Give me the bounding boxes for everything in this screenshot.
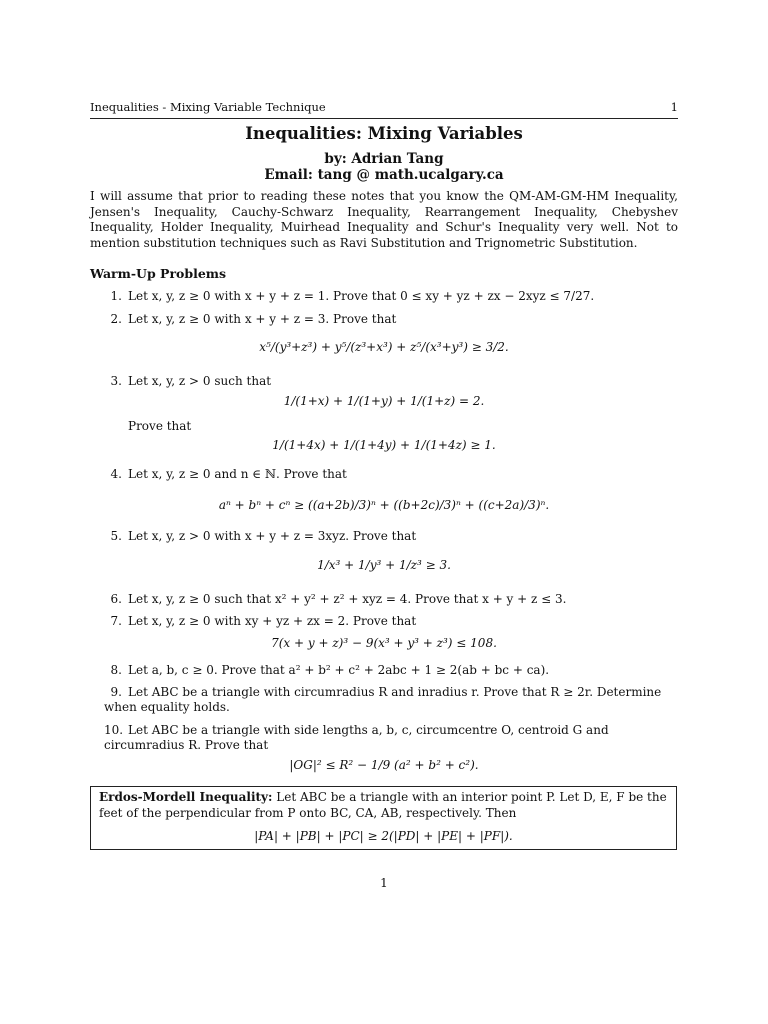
running-header bbox=[90, 100, 678, 114]
problem-2-text: Let x, y, z ≥ 0 with x + y + z = 3. Prove that bbox=[128, 312, 397, 326]
problem-2-display: x⁵/(y³+z³) + y⁵/(z³+x³) + z⁵/(x³+y³) ≥ 3/2. bbox=[259, 340, 509, 354]
theorem-heading: Erdos-Mordell Inequality: bbox=[99, 790, 273, 804]
problem-10-text: Let ABC be a triangle with side lengths a, b, c, circumcentre O, centroid G and circumradius R. Prove that bbox=[104, 723, 609, 752]
problem-5-text: Let x, y, z > 0 with x + y + z = 3xyz. Prove that bbox=[128, 529, 417, 543]
problem-3-text: Let x, y, z > 0 such that bbox=[128, 374, 272, 388]
problem-8-text: Let a, b, c ≥ 0. Prove that a² + b² + c² + 2abc + 1 ≥ 2(ab + bc + ca). bbox=[128, 663, 550, 677]
theorem-box bbox=[90, 786, 677, 850]
problem-3: 3. Let x, y, z > 0 such that bbox=[110, 374, 272, 388]
theorem-display: |PA| + |PB| + |PC| ≥ 2(|PD| + |PE| + |PF|). bbox=[254, 829, 513, 843]
problem-7: 7. Let x, y, z ≥ 0 with xy + yz + zx = 2. Prove that bbox=[110, 614, 417, 628]
problem-3-display: 1/(1+x) + 1/(1+y) + 1/(1+z) = 2. bbox=[283, 394, 485, 408]
problem-8: 8. Let a, b, c ≥ 0. Prove that a² + b² + c² + 2abc + 1 ≥ 2(ab + bc + ca). bbox=[110, 663, 550, 677]
problem-4: 4. Let x, y, z ≥ 0 and n ∈ ℕ. Prove that bbox=[110, 467, 347, 481]
problem-10: 10. Let ABC be a triangle with side lengths a, b, c, circumcentre O, centroid G and circumradius R. Prove that bbox=[104, 723, 609, 752]
problem-6-text: Let x, y, z ≥ 0 such that x² + y² + z² + xyz = 4. Prove that x + y + z ≤ 3. bbox=[128, 592, 567, 606]
problem-2: 2. Let x, y, z ≥ 0 with x + y + z = 3. Prove that bbox=[110, 312, 397, 326]
problem-1: 1. Let x, y, z ≥ 0 with x + y + z = 1. Prove that 0 ≤ xy + yz + zx − 2xyz ≤ 7/27. bbox=[110, 289, 595, 303]
problem-3-display2: 1/(1+4x) + 1/(1+4y) + 1/(1+4z) ≥ 1. bbox=[272, 438, 496, 452]
problem-5: 5. Let x, y, z > 0 with x + y + z = 3xyz. Prove that bbox=[110, 529, 417, 543]
header-title: Inequalities - Mixing Variable Technique bbox=[90, 100, 326, 114]
problem-4-display: aⁿ + bⁿ + cⁿ ≥ ((a+2b)/3)ⁿ + ((b+2c)/3)ⁿ + ((c+2a)/3)ⁿ. bbox=[218, 498, 550, 512]
header-rule bbox=[90, 118, 678, 119]
problem-9: 9. Let ABC be a triangle with circumradius R and inradius r. Prove that R ≥ 2r. Determine when equality holds. bbox=[104, 685, 662, 714]
author-line: by: Adrian Tang bbox=[324, 151, 444, 167]
problem-10-display: |OG|² ≤ R² − 1/9 (a² + b² + c²). bbox=[289, 758, 479, 772]
problem-5-display: 1/x³ + 1/y³ + 1/z³ ≥ 3. bbox=[317, 558, 451, 572]
problem-7-display: 7(x + y + z)³ − 9(x³ + y³ + z³) ≤ 108. bbox=[271, 636, 497, 650]
theorem-statement bbox=[99, 789, 667, 821]
email-line: Email: tang @ math.ucalgary.ca bbox=[264, 167, 504, 183]
page-title: Inequalities: Mixing Variables bbox=[245, 124, 523, 143]
footer-page-number: 1 bbox=[380, 876, 388, 890]
theorem-text: Let ABC be a triangle with an interior point P. Let D, E, F be the feet of the perpendicular from P onto BC, CA, AB, respectively. Then bbox=[99, 790, 667, 820]
problem-9-text: Let ABC be a triangle with circumradius R and inradius r. Prove that R ≥ 2r. Determine when equality holds. bbox=[104, 685, 662, 714]
problem-1-text: Let x, y, z ≥ 0 with x + y + z = 1. Prove that 0 ≤ xy + yz + zx − 2xyz ≤ 7/27. bbox=[128, 289, 595, 303]
intro-paragraph: I will assume that prior to reading these notes that you know the QM-AM-GM-HM Inequality, Jensen's Inequality, Cauchy-Schwarz Inequality, Rearrangement Inequality, Chebyshev Inequality, Holder Inequality, Muirhead Inequality and Schur's Inequality very well. Not to mention substitution techniques such as Ravi Substitution and Trignometric Substitution. bbox=[90, 189, 678, 250]
problem-4-text: Let x, y, z ≥ 0 and n ∈ ℕ. Prove that bbox=[128, 467, 347, 481]
section-heading: Warm-Up Problems bbox=[90, 266, 227, 281]
problem-6: 6. Let x, y, z ≥ 0 such that x² + y² + z² + xyz = 4. Prove that x + y + z ≤ 3. bbox=[110, 592, 567, 606]
problem-7-text: Let x, y, z ≥ 0 with xy + yz + zx = 2. Prove that bbox=[128, 614, 417, 628]
header-page-number: 1 bbox=[670, 100, 678, 114]
problem-3-text2: Prove that bbox=[128, 419, 192, 433]
